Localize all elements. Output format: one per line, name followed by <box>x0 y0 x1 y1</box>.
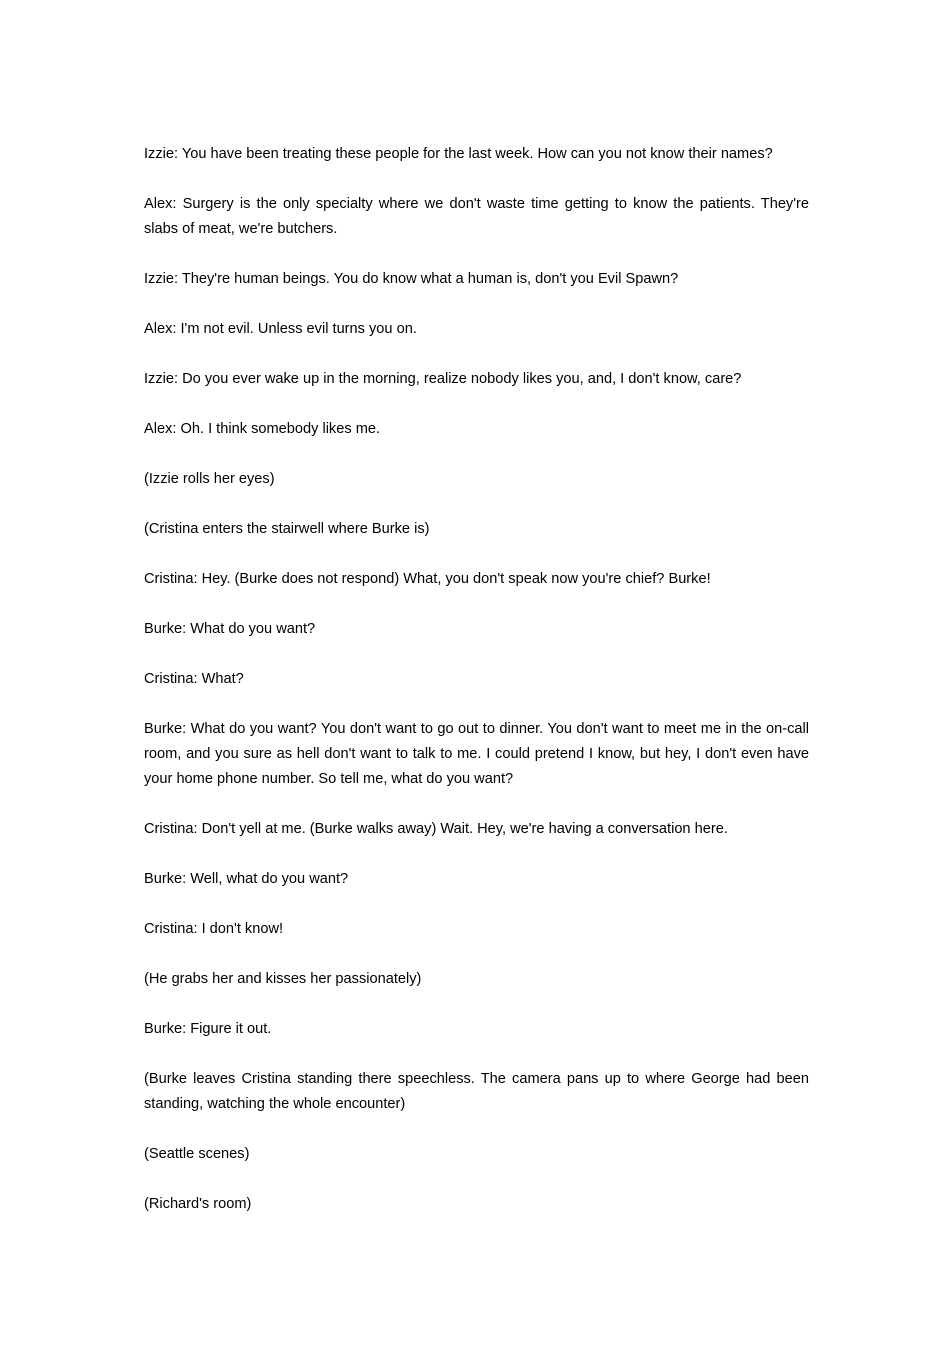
stage-direction: (Cristina enters the stairwell where Burke is) <box>144 521 430 537</box>
stage-direction: (Izzie rolls her eyes) <box>144 471 275 487</box>
transcript-page <box>144 142 809 1242</box>
dialogue-paragraph: Burke: Well, what do you want? <box>144 871 349 887</box>
dialogue-paragraph: Cristina: What? <box>144 671 244 687</box>
dialogue-paragraph: Burke: Figure it out. <box>144 1021 272 1037</box>
dialogue-paragraph: Izzie: They're human beings. You do know what a human is, don't you Evil Spawn? <box>144 271 679 287</box>
scene-heading: (Richard's room) <box>144 1196 252 1212</box>
stage-direction: (He grabs her and kisses her passionately) <box>144 971 422 987</box>
scene-heading: (Seattle scenes) <box>144 1146 250 1162</box>
dialogue-paragraph: Alex: Oh. I think somebody likes me. <box>144 421 381 437</box>
dialogue-paragraph: Cristina: Don't yell at me. (Burke walks away) Wait. Hey, we're having a conversation here. <box>144 821 728 837</box>
dialogue-paragraph: Izzie: Do you ever wake up in the morning, realize nobody likes you, and, I don't know, care? <box>144 371 742 387</box>
dialogue-paragraph: Cristina: I don't know! <box>144 921 284 937</box>
stage-direction: (Burke leaves Cristina standing there speechless. The camera pans up to where George had been standing, watching the whole encounter) <box>144 1071 809 1112</box>
dialogue-paragraph: Izzie: You have been treating these people for the last week. How can you not know their names? <box>144 146 773 162</box>
dialogue-paragraph: Alex: Surgery is the only specialty where we don't waste time getting to know the patients. They're slabs of meat, we're butchers. <box>144 196 809 237</box>
dialogue-paragraph: Cristina: Hey. (Burke does not respond) What, you don't speak now you're chief? Burke! <box>144 571 711 587</box>
dialogue-paragraph: Burke: What do you want? <box>144 621 316 637</box>
dialogue-paragraph: Alex: I'm not evil. Unless evil turns you on. <box>144 321 417 337</box>
dialogue-paragraph: Burke: What do you want? You don't want to go out to dinner. You don't want to meet me in the on-call room, and you sure as hell don't want to talk to me. I could pretend I know, but hey, I don't even have your home phone number. So tell me, what do you want? <box>144 721 809 787</box>
